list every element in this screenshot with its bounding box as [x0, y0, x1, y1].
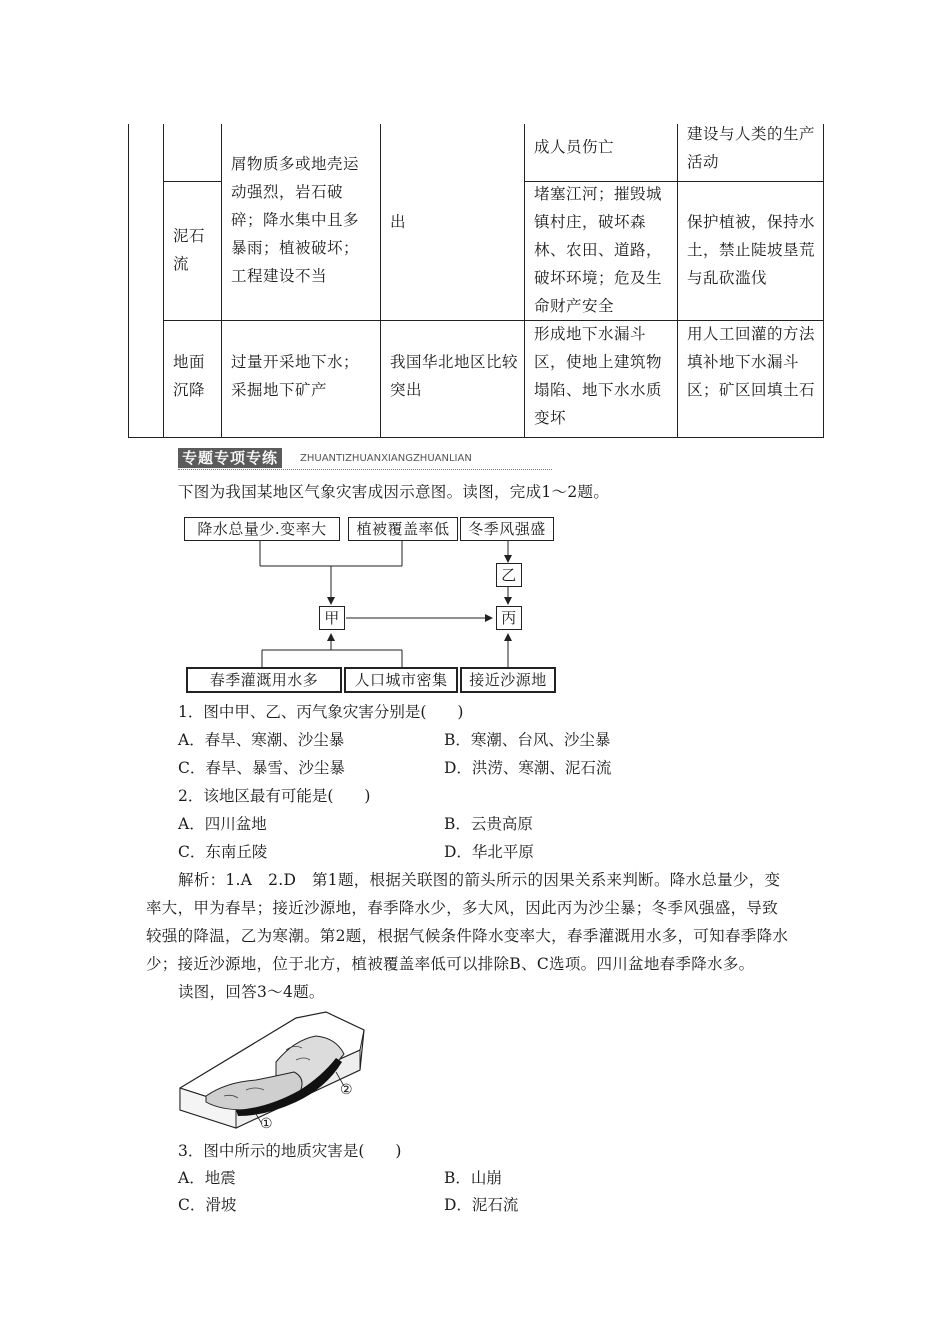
table-cell-region: 我国华北地区比较突出	[390, 353, 519, 399]
table-cell-type: 泥石流	[173, 227, 206, 273]
diagram-box-yi: 乙	[496, 563, 522, 587]
table-cell-cause: 过量开采地下水；采掘地下矿产	[231, 353, 360, 399]
question-3-stem: 3．图中所示的地质灾害是( )	[178, 1142, 402, 1160]
diagram-box-top: 降水总量少.变率大	[184, 517, 340, 541]
figure-label-1: ①	[260, 1116, 273, 1132]
diagram-box-top: 冬季风强盛	[460, 517, 554, 541]
diagram-box-bottom: 接近沙源地	[460, 667, 556, 693]
table-cell-harm: 形成地下水漏斗区，使地上建筑物塌陷、地下水水质变坏	[534, 325, 663, 427]
question-3-option-b: B．山崩	[444, 1169, 502, 1187]
table-cell-cause: 屑物质多或地壳运动强烈，岩石破碎；降水集中且多暴雨；植被破坏；工程建设不当	[231, 155, 360, 285]
diagram-box-bottom: 春季灌溉用水多	[186, 667, 342, 693]
diagram-box-bottom: 人口城市密集	[344, 667, 458, 693]
analysis-line: 解析：1.A 2.D 第1题，根据关联图的箭头所示的因果关系来判断。降水总量少，变	[178, 871, 781, 889]
question-2-option-a: A．四川盆地	[178, 815, 267, 833]
question-3-option-c: C．滑坡	[178, 1196, 237, 1214]
question-2-stem: 2．该地区最有可能是( )	[178, 787, 371, 805]
question-3-option-a: A．地震	[178, 1169, 236, 1187]
diagram-box-bing: 丙	[496, 606, 522, 630]
section-subtitle: ZHUANTIZHUANXIANGZHUANLIAN	[300, 453, 472, 464]
landslide-figure	[176, 1010, 376, 1130]
analysis-line: 少；接近沙源地，位于北方，植被覆盖率低可以排除B、C选项。四川盆地春季降水多。	[146, 955, 755, 973]
disaster-table	[128, 124, 824, 438]
diagram-box-jia: 甲	[319, 606, 345, 630]
analysis-line: 率大，甲为春旱；接近沙源地，春季降水少，多大风，因此丙为沙尘暴；冬季风强盛，导致	[146, 899, 779, 917]
table-cell-harm: 堵塞江河；摧毁城镇村庄，破坏森林、农田、道路，破坏环境；危及生命财产安全	[534, 185, 663, 315]
table-cell-measure: 用人工回灌的方法填补地下水漏斗区；矿区回填土石	[687, 325, 816, 399]
question-1-option-d: D．洪涝、寒潮、泥石流	[444, 759, 612, 777]
intro-text: 读图，回答3～4题。	[178, 983, 325, 1001]
question-2-option-c: C．东南丘陵	[178, 843, 268, 861]
section-title: 专题专项专练	[178, 448, 282, 468]
section-divider	[178, 469, 552, 470]
table-cell-region: 出	[390, 213, 407, 231]
question-3-option-d: D．泥石流	[444, 1196, 519, 1214]
table-cell-measure: 保护植被，保持水土，禁止陡坡垦荒与乱砍滥伐	[687, 213, 816, 287]
question-2-option-b: B．云贵高原	[444, 815, 533, 833]
question-2-option-d: D．华北平原	[444, 843, 534, 861]
diagram-box-top: 植被覆盖率低	[348, 517, 458, 541]
table-cell-measure: 建设与人类的生产活动	[687, 125, 816, 171]
figure-label-2: ②	[340, 1082, 353, 1098]
question-1-option-c: C．春旱、暴雪、沙尘暴	[178, 759, 345, 777]
intro-text: 下图为我国某地区气象灾害成因示意图。读图，完成1～2题。	[178, 483, 610, 501]
analysis-line: 较强的降温，乙为寒潮。第2题，根据气候条件降水变率大，春季灌溉用水多，可知春季降水	[146, 927, 789, 945]
table-cell-type: 地面沉降	[173, 353, 206, 399]
table-cell-harm: 成人员伤亡	[534, 138, 615, 156]
landslide-illustration	[176, 1010, 376, 1130]
question-1-option-b: B．寒潮、台风、沙尘暴	[444, 731, 611, 749]
question-1-stem: 1．图中甲、乙、丙气象灾害分别是( )	[178, 703, 464, 721]
question-1-option-a: A．春旱、寒潮、沙尘暴	[178, 731, 345, 749]
